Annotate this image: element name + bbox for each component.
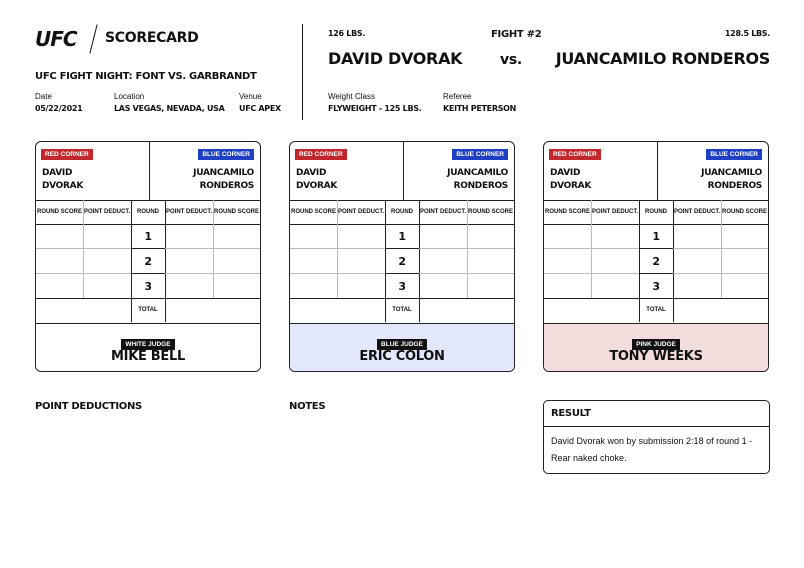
referee-label: Referee — [443, 92, 472, 101]
red-fighter-last-name: DVORAK — [550, 181, 591, 191]
header-divider — [302, 24, 303, 120]
weight-class-value: FLYWEIGHT - 125 LBS. — [328, 104, 422, 113]
document-title: SCORECARD — [105, 30, 199, 46]
venue-label: Venue — [239, 92, 262, 101]
blue-corner-badge: BLUE CORNER — [452, 149, 508, 160]
red-fighter-first-name: DAVID — [550, 168, 581, 178]
notes-title: NOTES — [289, 401, 326, 412]
corner-header — [544, 142, 768, 201]
blue-corner-badge: BLUE CORNER — [706, 149, 762, 160]
blue-corner-fighter — [701, 167, 762, 193]
blue-fighter-weight: 128.5 LBS. — [724, 29, 770, 38]
red-round-score-header: ROUND SCORE — [290, 208, 336, 215]
red-corner-badge: RED CORNER — [549, 149, 601, 160]
blue-fighter-last-name: RONDEROS — [707, 181, 762, 191]
red-fighter-name: DAVID DVORAK — [328, 49, 463, 68]
ufc-logo: UFC — [35, 27, 77, 51]
red-point-deduct-header: POINT DEDUCT. — [591, 208, 638, 215]
blue-fighter-name: JUANCAMILO RONDEROS — [555, 49, 770, 68]
red-fighter-last-name: DVORAK — [42, 181, 83, 191]
red-round-score-header: ROUND SCORE — [36, 208, 82, 215]
blue-fighter-first-name: JUANCAMILO — [193, 168, 254, 178]
blue-point-deduct-header: POINT DEDUCT. — [673, 208, 720, 215]
round-1-label: 1 — [398, 230, 406, 243]
corner-header — [36, 142, 260, 201]
red-fighter-weight: 126 LBS. — [328, 29, 366, 38]
blue-fighter-first-name: JUANCAMILO — [701, 168, 762, 178]
blue-corner-fighter — [447, 167, 508, 193]
blue-round-score-header: ROUND SCORE — [467, 208, 513, 215]
score-table-header — [544, 200, 768, 225]
judge-name: ERIC COLON — [359, 349, 445, 364]
judge-badge: BLUE JUDGE — [377, 339, 427, 350]
red-corner-badge: RED CORNER — [41, 149, 93, 160]
fight-number: FIGHT #2 — [491, 29, 542, 40]
red-point-deduct-header: POINT DEDUCT. — [337, 208, 384, 215]
red-fighter-first-name: DAVID — [296, 168, 327, 178]
location-value: LAS VEGAS, NEVADA, USA — [114, 104, 225, 113]
judge-area — [36, 323, 260, 372]
judge-badge: WHITE JUDGE — [121, 339, 174, 350]
blue-point-deduct-header: POINT DEDUCT. — [165, 208, 212, 215]
red-corner-badge: RED CORNER — [295, 149, 347, 160]
round-header: ROUND — [391, 208, 413, 215]
total-label: TOTAL — [646, 307, 666, 313]
judge-badge: PINK JUDGE — [632, 339, 680, 350]
judge-scorecard-2 — [289, 141, 515, 372]
red-fighter-first-name: DAVID — [42, 168, 73, 178]
round-2-label: 2 — [652, 255, 660, 268]
blue-point-deduct-header: POINT DEDUCT. — [419, 208, 466, 215]
judge-scorecard-3 — [543, 141, 769, 372]
blue-fighter-last-name: RONDEROS — [453, 181, 508, 191]
score-table-header — [290, 200, 514, 225]
red-corner-fighter — [42, 167, 83, 193]
red-corner-fighter — [296, 167, 337, 193]
weight-class-label: Weight Class — [328, 92, 375, 101]
red-corner-fighter — [550, 167, 591, 193]
result-box — [543, 400, 770, 474]
red-point-deduct-header: POINT DEDUCT. — [83, 208, 130, 215]
logo-divider — [89, 24, 97, 53]
date-value: 05/22/2021 — [35, 104, 83, 113]
round-header: ROUND — [645, 208, 667, 215]
date-label: Date — [35, 92, 52, 101]
blue-round-score-header: ROUND SCORE — [213, 208, 259, 215]
judge-scorecard-1 — [35, 141, 261, 372]
round-header: ROUND — [137, 208, 159, 215]
round-3-label: 3 — [652, 280, 660, 293]
round-2-label: 2 — [144, 255, 152, 268]
round-3-label: 3 — [144, 280, 152, 293]
judge-name: TONY WEEKS — [609, 349, 703, 364]
round-1-label: 1 — [144, 230, 152, 243]
versus-label: vs. — [500, 52, 522, 68]
result-text: David Dvorak won by submission 2:18 of round 1 - Rear naked choke. — [551, 436, 753, 463]
blue-corner-badge: BLUE CORNER — [198, 149, 254, 160]
blue-round-score-header: ROUND SCORE — [721, 208, 767, 215]
venue-value: UFC APEX — [239, 104, 281, 113]
referee-value: KEITH PETERSON — [443, 104, 517, 113]
round-1-label: 1 — [652, 230, 660, 243]
blue-fighter-last-name: RONDEROS — [199, 181, 254, 191]
result-title: RESULT — [551, 408, 591, 419]
red-fighter-last-name: DVORAK — [296, 181, 337, 191]
total-label: TOTAL — [138, 307, 158, 313]
judge-area — [290, 323, 514, 372]
corner-header — [290, 142, 514, 201]
red-round-score-header: ROUND SCORE — [544, 208, 590, 215]
blue-fighter-first-name: JUANCAMILO — [447, 168, 508, 178]
point-deductions-title: POINT DEDUCTIONS — [35, 401, 142, 412]
event-title: UFC FIGHT NIGHT: FONT VS. GARBRANDT — [35, 71, 257, 82]
round-2-label: 2 — [398, 255, 406, 268]
judge-name: MIKE BELL — [111, 349, 185, 364]
score-table-header — [36, 200, 260, 225]
blue-corner-fighter — [193, 167, 254, 193]
total-label: TOTAL — [392, 307, 412, 313]
judge-area — [544, 323, 768, 372]
location-label: Location — [114, 92, 145, 101]
round-3-label: 3 — [398, 280, 406, 293]
